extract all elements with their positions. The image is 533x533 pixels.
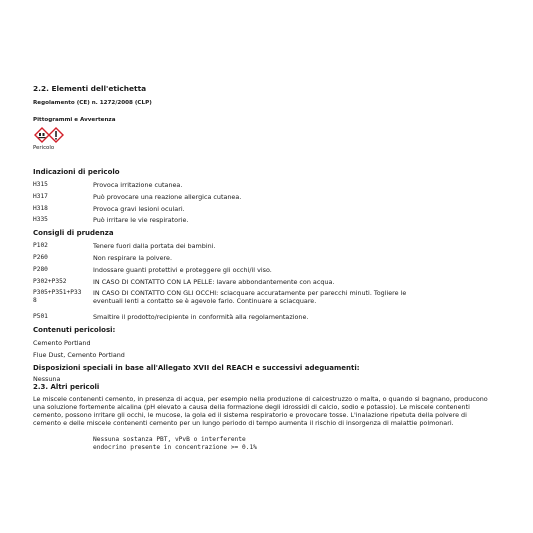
regulation-label: Regolamento (CE) n. 1272/2008 (CLP) <box>33 100 152 106</box>
precaution-code-continuation: 8 <box>33 297 37 304</box>
hazard-code: H317 <box>33 193 48 200</box>
other-hazards-line: Le miscele contenenti cemento, in presenza di acqua, per esempio nella produzione di calcestruzzo o malta, o quando si bagnano, producono <box>33 395 488 403</box>
other-hazards-heading: 2.3. Altri pericoli <box>33 383 100 391</box>
pbt-statement-line: Nessuna sostanza PBT, vPvB o interferente <box>93 436 246 443</box>
pictograms-heading: Pittogrammi e Avvertenza <box>33 117 116 123</box>
precaution-text: IN CASO DI CONTATTO CON LA PELLE: lavare abbondantemente con acqua. <box>93 278 335 286</box>
hazard-code: H315 <box>33 181 48 188</box>
exclamation-pictogram-icon <box>49 128 63 142</box>
precaution-text: IN CASO DI CONTATTO CON GLI OCCHI: sciacquare accuratamente per parecchi minuti. Togliere le <box>93 289 407 297</box>
precaution-text: Tenere fuori dalla portata dei bambini. <box>93 242 216 250</box>
special-provisions-value: Nessuna <box>33 375 61 383</box>
hazard-heading: Indicazioni di pericolo <box>33 168 120 176</box>
other-hazards-line: una soluzione fortemente alcalina (pH elevato a causa della formazione degli idrossidi di calcio, sodio e potassio). Le miscele contenenti <box>33 403 470 411</box>
hazard-text: Provoca irritazione cutanea. <box>93 181 183 189</box>
hazard-text: Può provocare una reazione allergica cutanea. <box>93 193 242 201</box>
precaution-text: Smaltire il prodotto/recipiente in conformità alla regolamentazione. <box>93 313 309 321</box>
precaution-code: P102 <box>33 242 48 249</box>
hazard-code: H335 <box>33 216 48 223</box>
hazardous-contents-heading: Contenuti pericolosi: <box>33 326 116 334</box>
precaution-code: P280 <box>33 266 48 273</box>
precaution-heading: Consigli di prudenza <box>33 229 114 237</box>
corrosion-pictogram-icon <box>35 128 49 142</box>
pbt-statement-line: endocrino presente in concentrazione >= 0.1% <box>93 444 257 451</box>
precaution-code: P501 <box>33 313 48 320</box>
hazard-text: Può irritare le vie respiratorie. <box>93 216 189 224</box>
precaution-text: Non respirare la polvere. <box>93 254 172 262</box>
special-provisions-heading: Disposizioni speciali in base all'Allegato XVII del REACH e successivi adeguamenti: <box>33 364 360 372</box>
precaution-code: P260 <box>33 254 48 261</box>
precaution-code: P302+P352 <box>33 278 67 285</box>
hazard-code: H318 <box>33 205 48 212</box>
precaution-text: Indossare guanti protettivi e proteggere gli occhi/il viso. <box>93 266 272 274</box>
hazard-text: Provoca gravi lesioni oculari. <box>93 205 185 213</box>
hazardous-content-item: Flue Dust, Cemento Portland <box>33 351 125 359</box>
ghs-pictograms-icon <box>34 127 64 143</box>
section-title: 2.2. Elementi dell'etichetta <box>33 84 147 93</box>
hazardous-content-item: Cemento Portland <box>33 339 91 347</box>
other-hazards-line: cemento e delle miscele contenenti cemento per un lungo periodo di tempo aumenta il rischio di insorgenza di malattie polmonari. <box>33 419 454 427</box>
precaution-code: P305+P351+P33 <box>33 289 82 296</box>
precaution-text-continuation: eventuali lenti a contatto se è agevole farlo. Continuare a sciacquare. <box>93 297 317 305</box>
signal-word: Pericolo <box>33 145 55 151</box>
other-hazards-line: cemento, possono irritare gli occhi, le mucose, la gola ed il sistema respiratorio e provocare tosse. L'inalazione ripetuta della polvere di <box>33 411 467 419</box>
